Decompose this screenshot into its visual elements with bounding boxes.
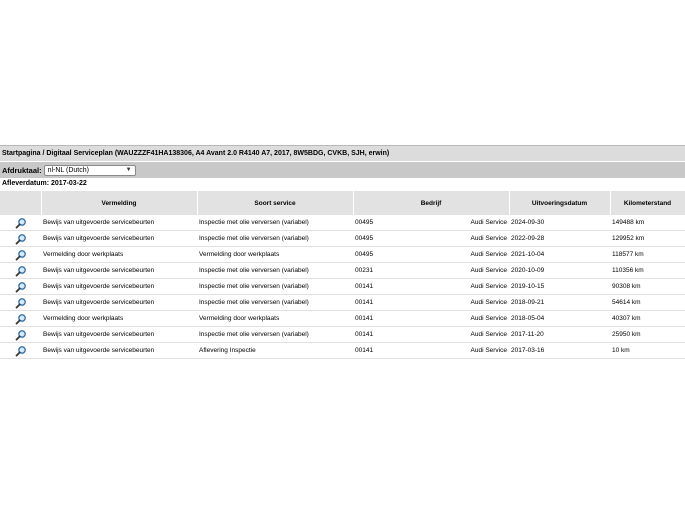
table-row <box>0 279 685 295</box>
company-name: Audi Service <box>470 315 507 322</box>
table-row <box>0 311 685 327</box>
company-name: Audi Service <box>470 299 507 306</box>
company-code: 00141 <box>355 299 374 306</box>
cell-service-type: Inspectie met olie verversen (variabel) <box>197 279 353 295</box>
breadcrumb <box>0 145 685 161</box>
cell-entry: Bewijs van uitgevoerde servicebeurten <box>41 295 197 311</box>
column-header-entry: Vermelding <box>41 191 197 215</box>
cell-mileage: 149488 km <box>610 215 685 231</box>
chevron-down-icon: ▼ <box>125 167 132 173</box>
cell-service-type: Inspectie met olie verversen (variabel) <box>197 295 353 311</box>
column-header-company: Bedrijf <box>353 191 509 215</box>
company-code: 00231 <box>355 267 374 274</box>
cell-mileage: 40307 km <box>610 311 685 327</box>
magnifier-icon[interactable] <box>15 313 27 325</box>
print-language-select[interactable] <box>44 165 136 176</box>
magnifier-icon[interactable] <box>15 217 27 229</box>
magnifier-icon[interactable] <box>15 233 27 245</box>
cell-date: 2017-11-20 <box>509 327 610 343</box>
cell-date: 2019-10-15 <box>509 279 610 295</box>
company-name: Audi Service <box>470 219 507 226</box>
magnifier-icon[interactable] <box>15 281 27 293</box>
cell-service-type: Vermelding door werkplaats <box>197 247 353 263</box>
company-name: Audi Service <box>470 235 507 242</box>
cell-date: 2017-03-16 <box>509 343 610 359</box>
magnifier-icon[interactable] <box>15 345 27 357</box>
cell-date: 2022-09-28 <box>509 231 610 247</box>
cell-company <box>353 311 509 327</box>
cell-mileage: 90308 km <box>610 279 685 295</box>
table-row <box>0 327 685 343</box>
cell-service-type: Inspectie met olie verversen (variabel) <box>197 231 353 247</box>
table-row <box>0 263 685 279</box>
row-detail-cell <box>0 343 41 359</box>
row-detail-cell <box>0 231 41 247</box>
print-language-value: nl-NL (Dutch) <box>47 166 89 174</box>
table-row <box>0 247 685 263</box>
cell-company <box>353 247 509 263</box>
cell-date: 2018-09-21 <box>509 295 610 311</box>
cell-entry: Bewijs van uitgevoerde servicebeurten <box>41 231 197 247</box>
magnifier-icon[interactable] <box>15 329 27 341</box>
cell-mileage: 10 km <box>610 343 685 359</box>
table-row <box>0 215 685 231</box>
magnifier-icon[interactable] <box>15 249 27 261</box>
company-code: 00141 <box>355 283 374 290</box>
company-code: 00141 <box>355 331 374 338</box>
print-language-bar <box>0 162 685 178</box>
row-detail-cell <box>0 263 41 279</box>
cell-service-type: Inspectie met olie verversen (variabel) <box>197 215 353 231</box>
cell-company <box>353 231 509 247</box>
table-row <box>0 295 685 311</box>
breadcrumb-text: Startpagina / Digitaal Serviceplan (WAUZZZF41HA138306, A4 Avant 2.0 R4140 A7, 2017, 8W5BDG, CVKB, SJH, erwin) <box>2 150 390 157</box>
cell-entry: Bewijs van uitgevoerde servicebeurten <box>41 279 197 295</box>
table-body <box>0 215 685 359</box>
cell-company <box>353 327 509 343</box>
magnifier-icon[interactable] <box>15 297 27 309</box>
row-detail-cell <box>0 311 41 327</box>
company-code: 00495 <box>355 251 374 258</box>
column-header-mileage: Kilometerstand <box>610 191 685 215</box>
cell-date: 2020-10-09 <box>509 263 610 279</box>
delivery-date: Afleverdatum: 2017-03-22 <box>2 180 87 187</box>
row-detail-cell <box>0 279 41 295</box>
cell-company <box>353 215 509 231</box>
cell-date: 2018-05-04 <box>509 311 610 327</box>
cell-date: 2021-10-04 <box>509 247 610 263</box>
cell-company <box>353 295 509 311</box>
cell-entry: Bewijs van uitgevoerde servicebeurten <box>41 327 197 343</box>
table-header-row <box>0 191 685 215</box>
company-code: 00495 <box>355 235 374 242</box>
cell-company <box>353 279 509 295</box>
print-language-label: Afdruktaal: <box>2 165 42 175</box>
cell-entry: Vermelding door werkplaats <box>41 247 197 263</box>
cell-date: 2024-09-30 <box>509 215 610 231</box>
company-name: Audi Service <box>470 331 507 338</box>
cell-service-type: Aflevering Inspectie <box>197 343 353 359</box>
company-code: 00141 <box>355 347 374 354</box>
row-detail-cell <box>0 295 41 311</box>
row-detail-cell <box>0 215 41 231</box>
cell-mileage: 110356 km <box>610 263 685 279</box>
cell-mileage: 25950 km <box>610 327 685 343</box>
column-header-service-type: Soort service <box>197 191 353 215</box>
company-code: 00495 <box>355 219 374 226</box>
table-row <box>0 231 685 247</box>
company-name: Audi Service <box>470 267 507 274</box>
cell-service-type: Vermelding door werkplaats <box>197 311 353 327</box>
cell-entry: Bewijs van uitgevoerde servicebeurten <box>41 263 197 279</box>
cell-service-type: Inspectie met olie verversen (variabel) <box>197 263 353 279</box>
cell-entry: Bewijs van uitgevoerde servicebeurten <box>41 215 197 231</box>
cell-mileage: 118577 km <box>610 247 685 263</box>
column-header-icon <box>0 191 41 215</box>
table-row <box>0 343 685 359</box>
company-name: Audi Service <box>470 283 507 290</box>
cell-mileage: 129952 km <box>610 231 685 247</box>
cell-entry: Vermelding door werkplaats <box>41 311 197 327</box>
row-detail-cell <box>0 247 41 263</box>
company-name: Audi Service <box>470 251 507 258</box>
cell-service-type: Inspectie met olie verversen (variabel) <box>197 327 353 343</box>
cell-company <box>353 343 509 359</box>
row-detail-cell <box>0 327 41 343</box>
service-history-table <box>0 191 685 359</box>
magnifier-icon[interactable] <box>15 265 27 277</box>
company-code: 00141 <box>355 315 374 322</box>
cell-company <box>353 263 509 279</box>
column-header-date: Uitvoeringsdatum <box>509 191 610 215</box>
cell-entry: Bewijs van uitgevoerde servicebeurten <box>41 343 197 359</box>
cell-mileage: 54614 km <box>610 295 685 311</box>
company-name: Audi Service <box>470 347 507 354</box>
